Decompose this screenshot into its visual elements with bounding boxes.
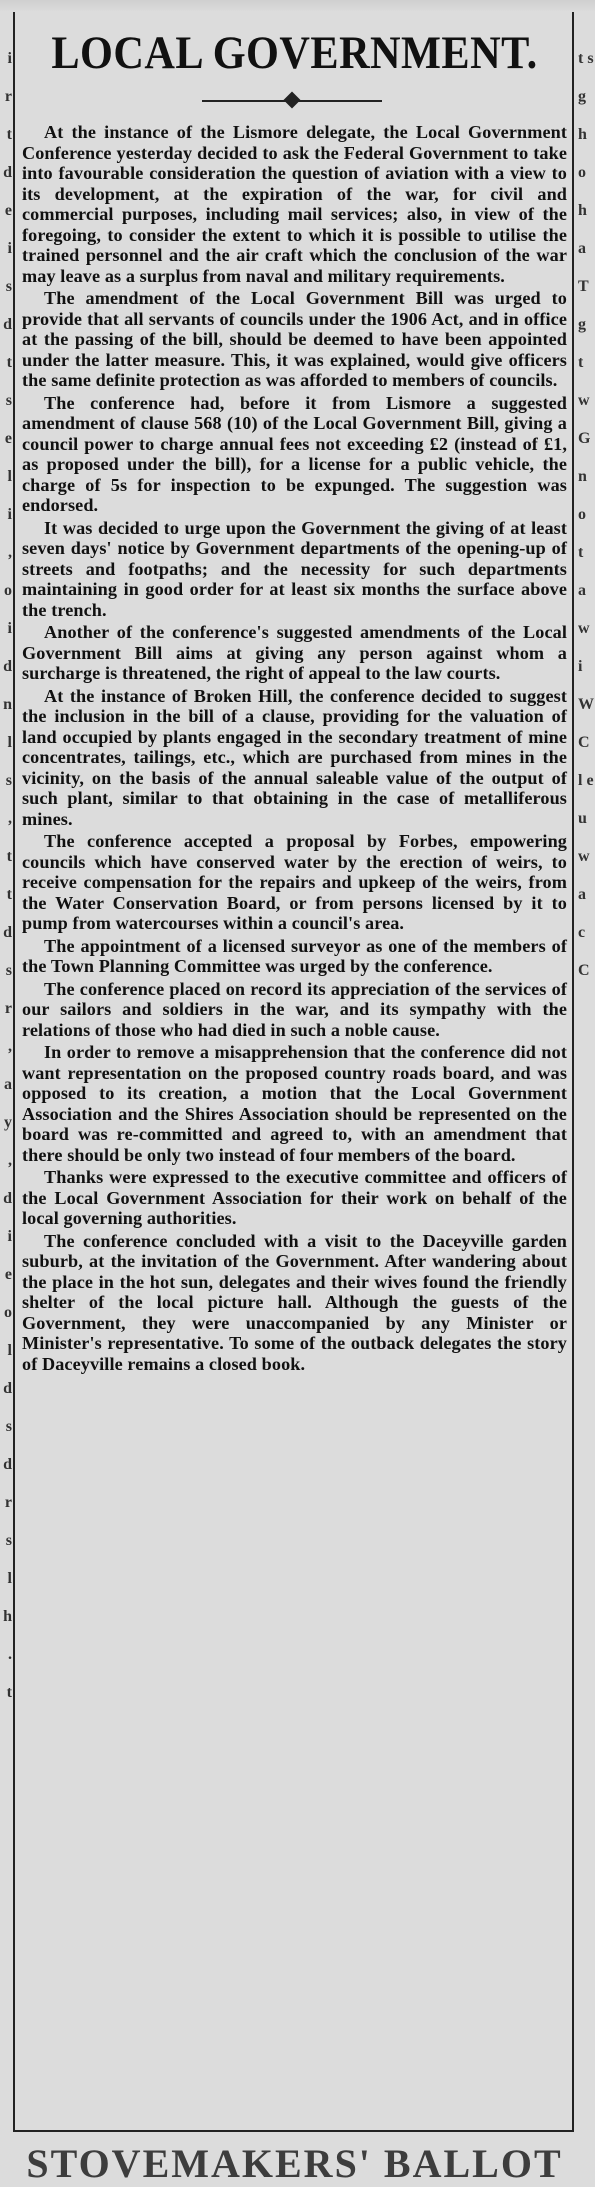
- paragraph-5: Another of the conference's suggested amendments of the Local Government Bill aims at giving any person against whom a surcharge is threatened, the right of appeal to the law courts.: [22, 622, 567, 683]
- next-article-headline: STOVEMAKERS' BALLOT: [26, 2141, 563, 2186]
- paragraph-8: The appointment of a licensed surveyor as one of the members of the Town Planning Committee was urged by the conference.: [22, 935, 567, 976]
- paragraph-1: At the instance of the Lismore delegate, the Local Government Conference yesterday decided to ask the Federal Government to take into favourable consideration the question of aviation with a view to its development, at the expiration of the war, for civil and commercial purposes, including mail services; also, in view of the foregoing, to consider the extent to which it is possible to utilise the trained personnel and the air craft which the conclusion of the war may leave as a surplus from naval and military requirements.: [22, 122, 567, 286]
- paragraph-4: It was decided to urge upon the Government the giving of at least seven days' notice by Government departments of the opening-up of streets and footpaths; and the necessity for such departments maintaining in good order for at least six months the surface above the trench.: [22, 517, 567, 620]
- paragraph-7: The conference accepted a proposal by Forbes, empowering councils which have conserved water by the erection of weirs, to receive compensation for the repairs and upkeep of the weirs, from the Water Conservation Board, or from persons licensed by it to pump from watercourses within a council's area.: [22, 831, 567, 933]
- diamond-icon: [284, 92, 301, 109]
- article-body: [22, 122, 567, 1374]
- top-cropped-strip: [0, 0, 595, 12]
- paragraph-6: At the instance of Broken Hill, the conference decided to suggest the inclusion in the bill of a clause, providing for the valuation of land occupied by plants engaged in the secondary treatment of mine concentrates, tailings, etc., which are purchased from mines in the vicinity, on the basis of the annual saleable value of the output of such plant, similar to that obtaining in the case of metalliferous mines.: [22, 685, 567, 829]
- paragraph-2: The amendment of the Local Government Bill was urged to provide that all servants of councils under the 1906 Act, and in office at the passing of the bill, should be deemed to have been appointed under the latter measure. This, it was explained, would give officers the same definite protection as was afforded to members of councils.: [22, 288, 567, 390]
- paragraph-3: The conference had, before it from Lismore a suggested amendment of clause 568 (10) of the Local Government Bill, giving a council power to charge annual fees not exceeding £2 (instead of £1, as proposed under the bill), for a license for a public vehicle, the charge of 5s for inspection to be expunged. The suggestion was endorsed.: [22, 392, 567, 515]
- right-adjacent-column-fragment: t s g h o h a T g t w G n o t a w i W C l e u w a c C: [578, 50, 594, 979]
- article-end-rule: [13, 2130, 574, 2132]
- paragraph-11: Thanks were expressed to the executive committee and officers of the Local Government Association for their work on behalf of the local governing authorities.: [22, 1167, 567, 1228]
- headline-ornament-divider: [22, 90, 567, 112]
- article-local-government: [22, 14, 567, 1376]
- paragraph-10: In order to remove a misapprehension that the conference did not want representation on the proposed country roads board, and was opposed to its creation, a motion that the Local Government Association and the Shires Association should be represented on the board was re-committed and agreed to, with an amendment that there should be only two instead of four members of the board.: [22, 1042, 567, 1165]
- paragraph-9: The conference placed on record its appreciation of the services of our sailors and soldiers in the war, and its sympathy with the relations of those who had died in such a noble cause.: [22, 978, 567, 1040]
- paragraph-12: The conference concluded with a visit to the Daceyville garden suburb, at the invitation of the Government. After wandering about the place in the hot sun, delegates and their wives found the friendly shelter of the local picture hall. Although the guests of the Government, they were unaccompanied by any Minister or Minister's representative. To some of the outback delegates the story of Daceyville remains a closed book.: [22, 1230, 567, 1374]
- article-headline: LOCAL GOVERNMENT.: [51, 27, 538, 79]
- right-column-rule: [572, 12, 574, 2132]
- left-column-rule: [13, 12, 15, 2132]
- left-adjacent-column-fragment: i r t d e i s d t s e l i , o i d n l s , t t d s r , a y , d i e o l d s d r s l h . t: [3, 50, 12, 1701]
